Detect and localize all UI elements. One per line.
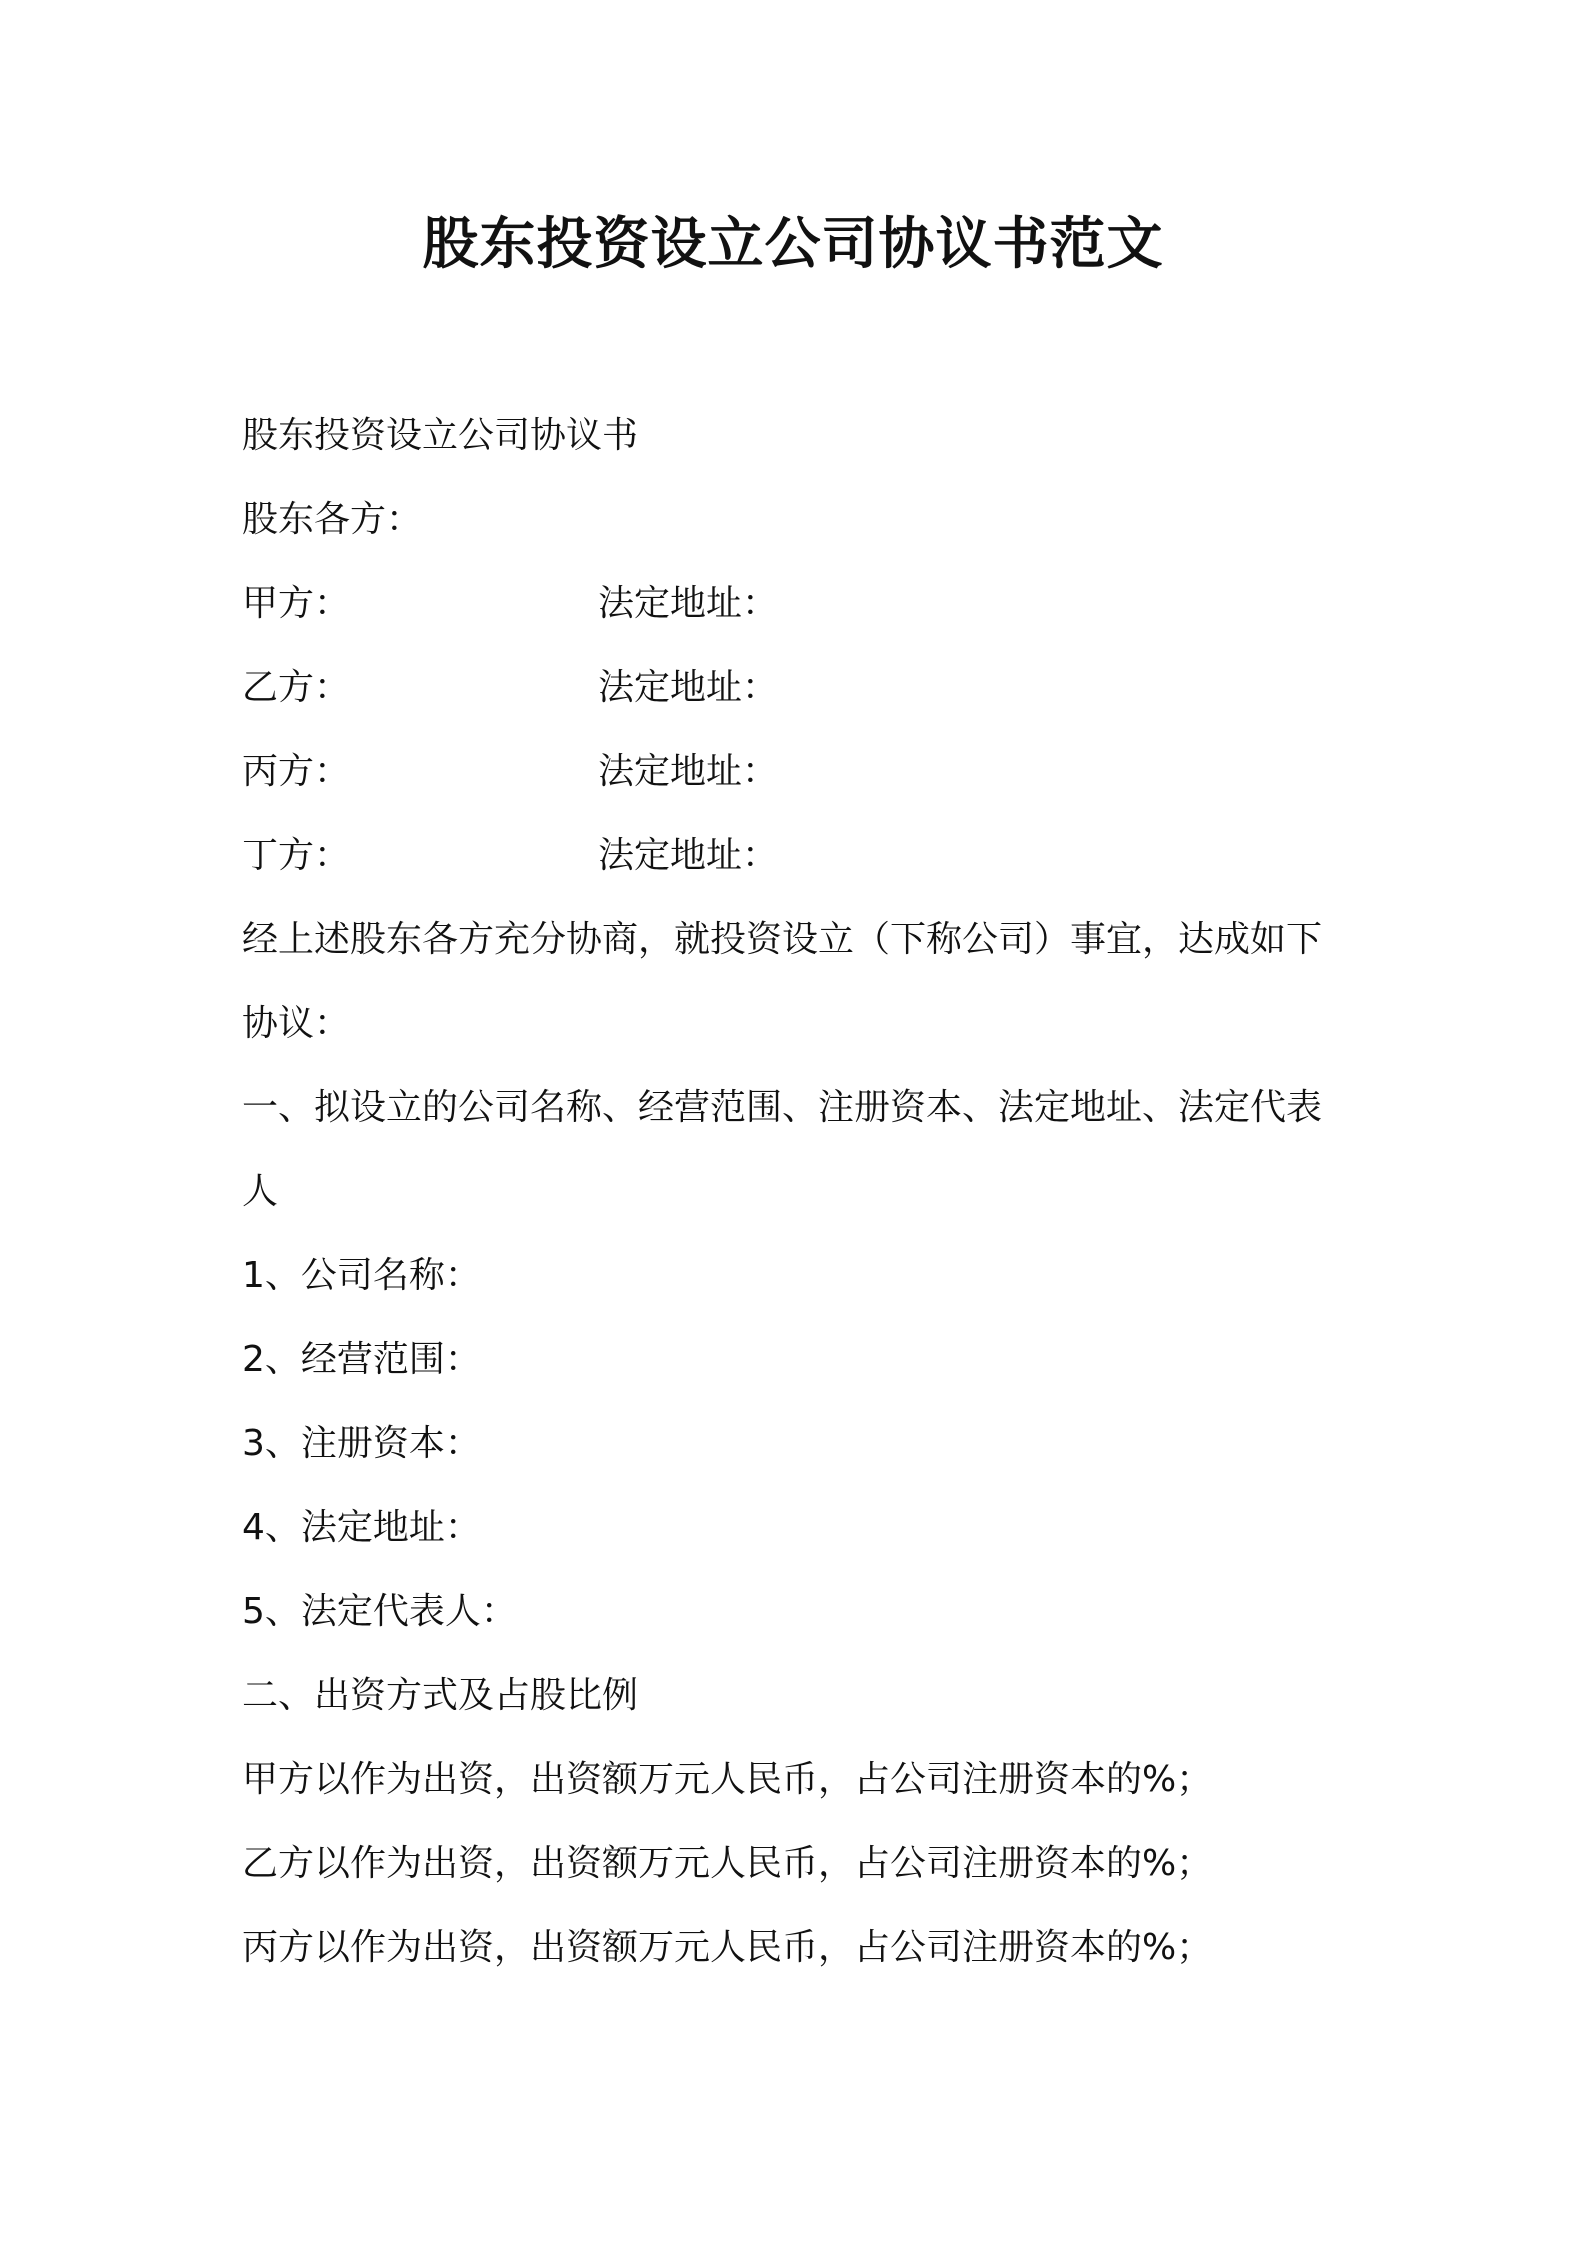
party-label: 甲方： (242, 583, 351, 624)
contribution-item-yi: 乙方以作为出资，出资额万元人民币，占公司注册资本的%； (242, 1843, 1213, 1884)
business-scope-item: 2、经营范围： (242, 1339, 481, 1380)
legal-representative-item: 5、法定代表人： (242, 1591, 517, 1632)
party-row-yi (242, 662, 778, 714)
party-address-label: 法定地址： (598, 583, 779, 624)
section-2-heading: 二、出资方式及占股比例 (242, 1675, 639, 1716)
intro-paragraph-line-1: 经上述股东各方充分协商，就投资设立（下称公司）事宜，达成如下 (242, 919, 1323, 960)
section-1-heading-line-2: 人 (242, 1171, 279, 1212)
contribution-item-jia: 甲方以作为出资，出资额万元人民币，占公司注册资本的%； (242, 1759, 1213, 1800)
party-label: 丁方： (242, 835, 351, 876)
party-label: 乙方： (242, 667, 351, 708)
legal-address-item: 4、法定地址： (242, 1507, 481, 1548)
party-address-label: 法定地址： (598, 667, 779, 708)
party-address-label: 法定地址： (598, 835, 779, 876)
party-address-label: 法定地址： (598, 751, 779, 792)
document-title: 股东投资设立公司协议书范文 (422, 212, 1164, 277)
party-row-bing (242, 746, 778, 798)
party-label: 丙方： (242, 751, 351, 792)
registered-capital-item: 3、注册资本： (242, 1423, 481, 1464)
company-name-item: 1、公司名称： (242, 1255, 481, 1296)
contribution-item-bing: 丙方以作为出资，出资额万元人民币，占公司注册资本的%； (242, 1927, 1213, 1968)
intro-paragraph-line-2: 协议： (242, 1003, 351, 1044)
section-1-heading-line-1: 一、拟设立的公司名称、经营范围、注册资本、法定地址、法定代表 (242, 1087, 1323, 1128)
party-row-ding (242, 830, 778, 882)
party-row-jia (242, 578, 778, 630)
agreement-subtitle: 股东投资设立公司协议书 (242, 415, 639, 456)
parties-heading: 股东各方： (242, 499, 423, 540)
